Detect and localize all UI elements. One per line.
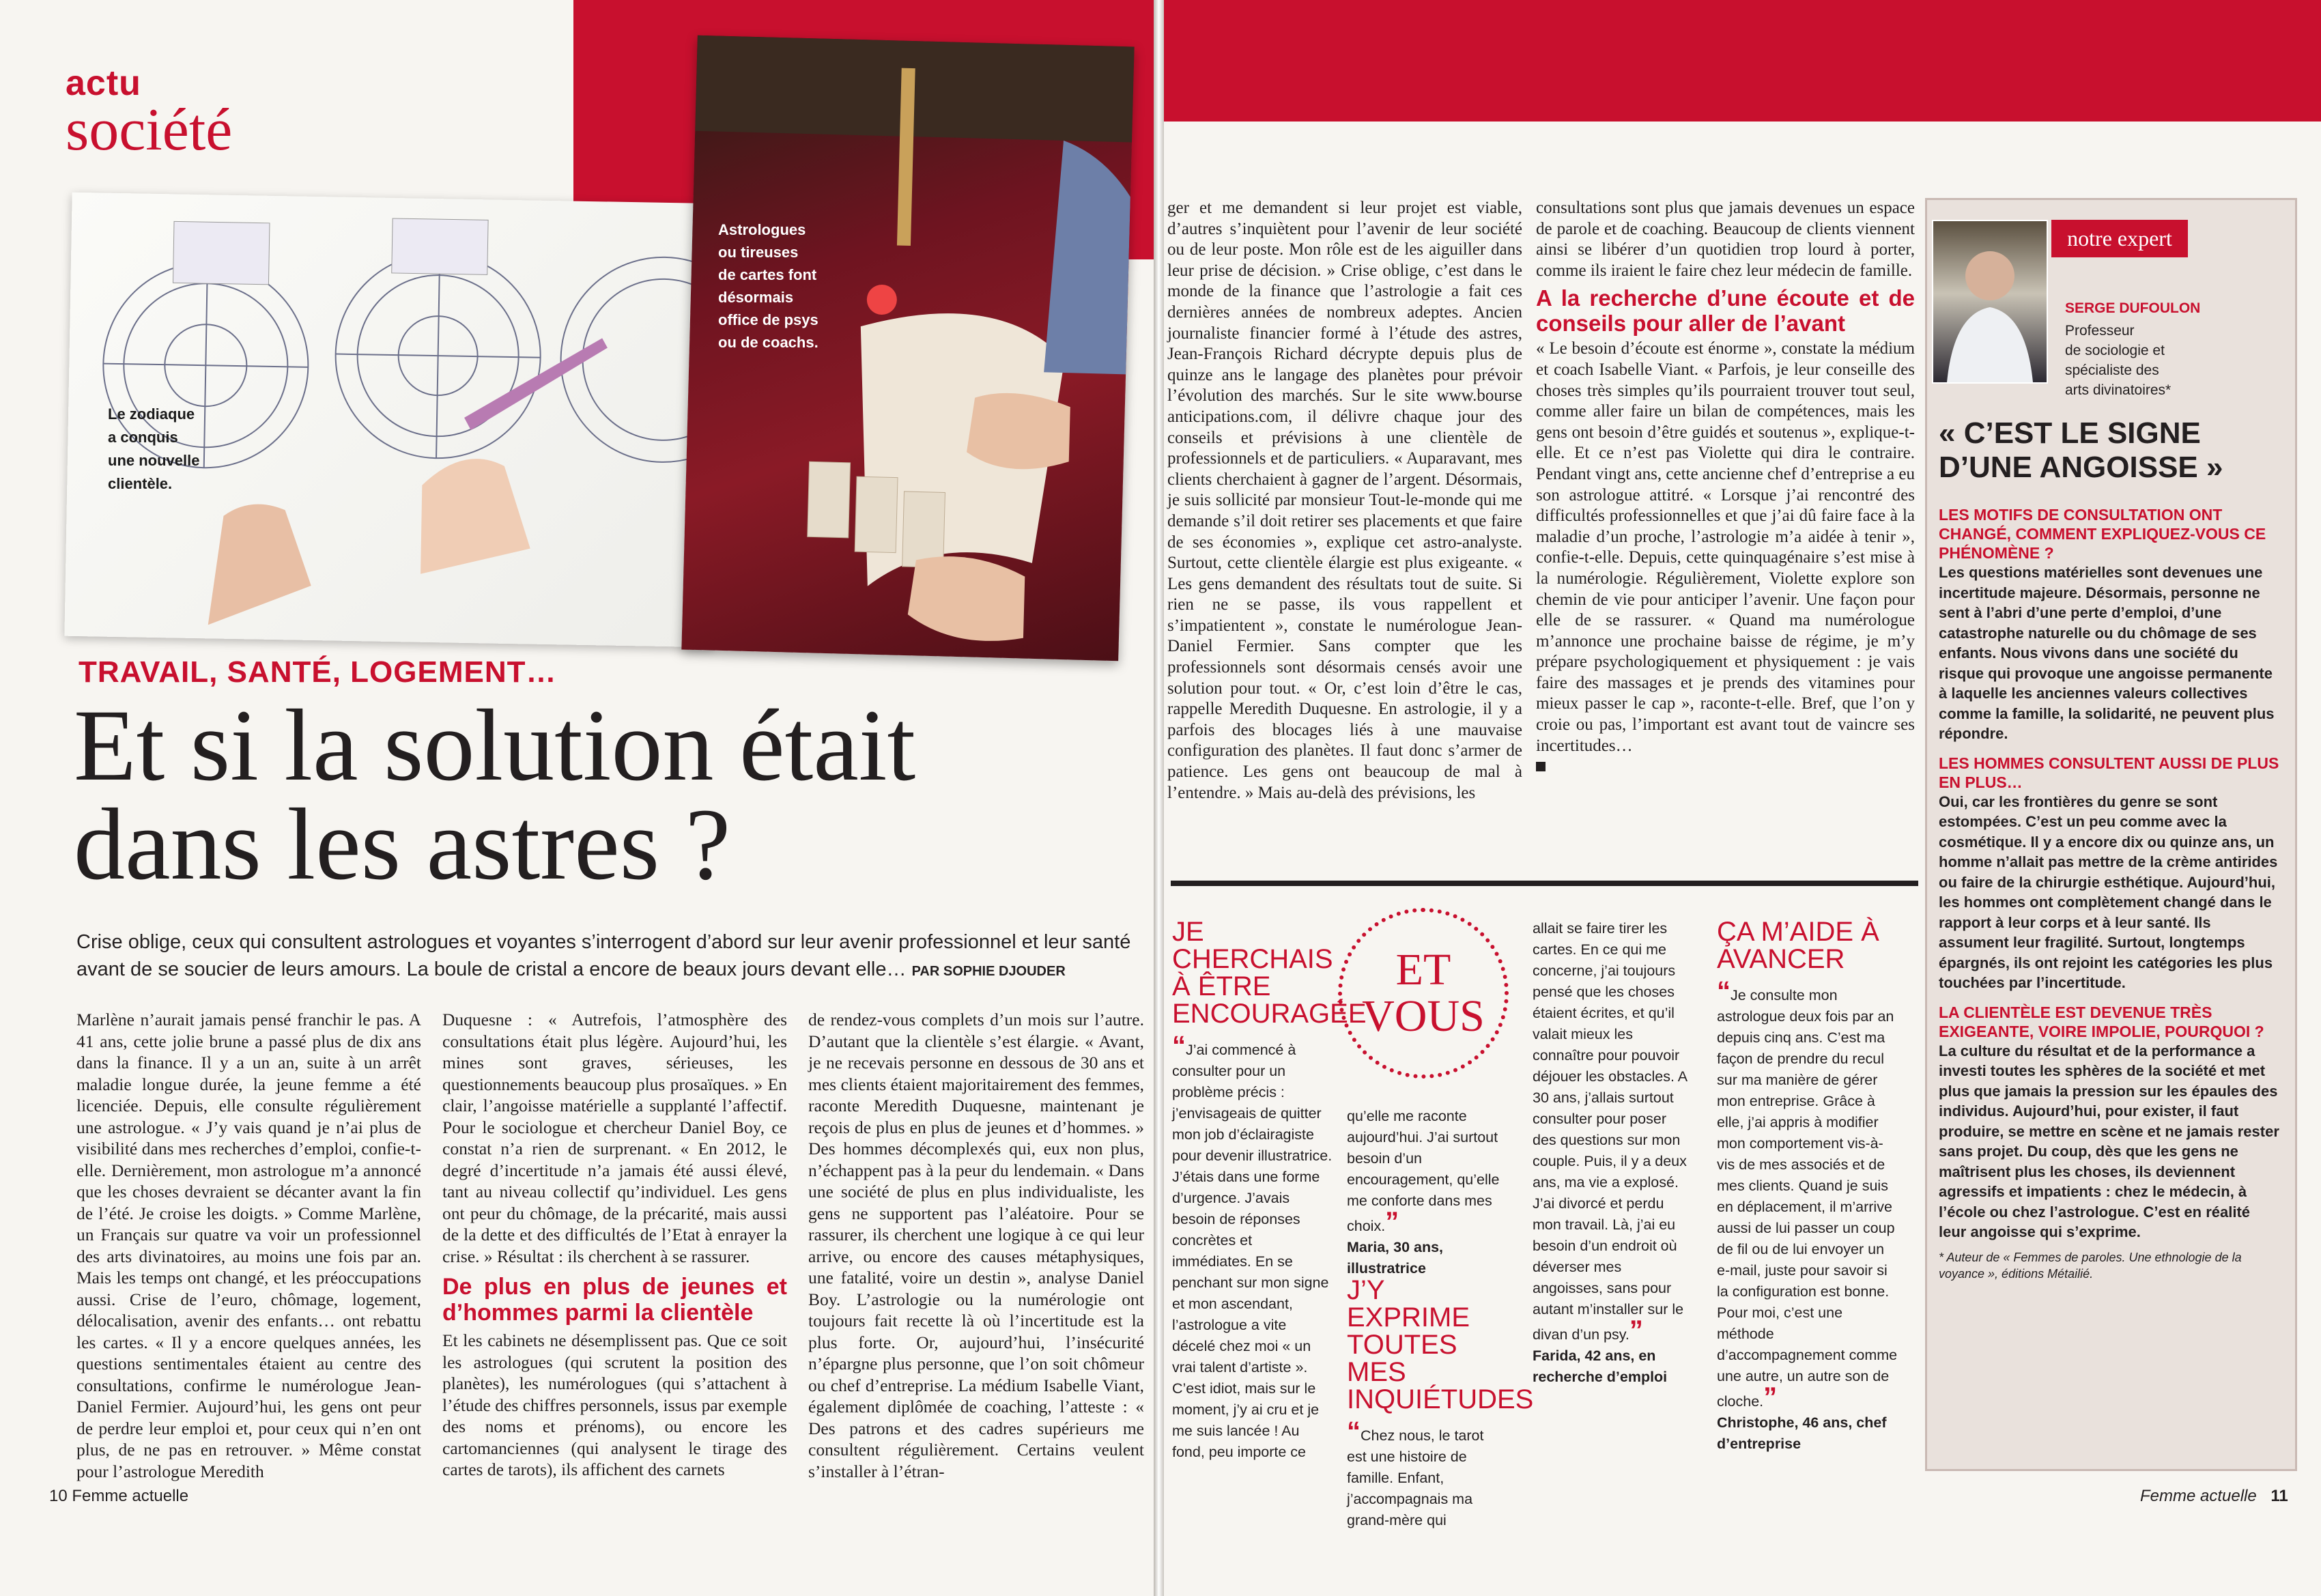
testimony-heading: JE CHERCHAIS À ÊTRE ENCOURAGÉE: [1172, 917, 1367, 1029]
expert-pull-quote: [1939, 416, 2294, 485]
photo-caption-tarot: [718, 218, 818, 354]
caption-line: office de psys: [718, 311, 818, 328]
caption-line: une nouvelle: [108, 452, 200, 469]
stamp-line-1: ET: [1395, 945, 1451, 995]
rubric-label: société: [66, 97, 233, 163]
right-page: [1164, 0, 2321, 1596]
testimony-text: Chez nous, le tarot est une histoire de famille. Enfant, j’accompagnais ma grand-mère qui: [1347, 1427, 1484, 1528]
subheading: A la recherche d’une écoute et de conseils pour aller de l’avant: [1536, 285, 1915, 337]
kicker: TRAVAIL, SANTÉ, LOGEMENT…: [79, 655, 557, 689]
paragraph: de rendez-vous complets d’un mois sur l’autre. D’autant que la clientèle s’est élargie. « Avant, je ne recevais personne en dessous de 30 ans et mes clients étaient majoritairement des femmes, raconte Meredith Duquesne, maintenant je reçois de plus en plus de jeunes et d’hommes. » Des hommes décomplexés qui, eux non plus, n’échappent pas à la peur du lendemain. « Dans une société de plus en plus individualiste, les gens ne supportent pas l’aléatoire. Pour se rassurer, ils cherchent une logique à ce qui leur arrive, ou encore des causes métaphysiques, une fatalité, voire un destin », analyse Daniel Boy. L’astrologie ou la numérologie ont toujours fait recette là où l’incertitude est la plus forte. Or, aujourd’hui, l’insécurité n’épargne plus personne, que l’on soit chômeur ou chef d’entreprise. La médium Isabelle Viant, également diplômée de coaching, l’atteste : « Des patrons et des cadres supérieurs me consultent régulièrement. Certains veulent s’installer à l’étran-: [808, 1010, 1144, 1481]
red-header-band: [1164, 0, 2321, 122]
byline: PAR SOPHIE DJOUDER: [911, 964, 1066, 979]
article-column-4: [1167, 198, 1522, 803]
expert-title-line: Professeur: [2065, 323, 2135, 339]
page-folio-right: [2140, 1487, 2288, 1506]
caption-line: ou tireuses: [718, 244, 799, 261]
standfirst: [76, 928, 1141, 985]
expert-title-line: spécialiste des: [2065, 362, 2159, 378]
article-column-5: [1536, 198, 1915, 778]
close-quote-icon: ”: [1763, 1382, 1778, 1412]
open-quote-icon: “: [1717, 976, 1731, 1006]
caption-line: Astrologues: [718, 221, 806, 238]
testimony-2-continued: [1533, 918, 1690, 1388]
et-vous-stamp: [1338, 908, 1509, 1079]
interview-answer: Oui, car les frontières du genre se sont estompées. C’est un peu comme avec la cosmétique. Il y a encore dix ou quinze ans, un homme n’allait pas mettre de la crème antirides ou faire de la chirurgie esthétique. Aujourd’hui, les hommes ont complètement changé dans le rapport à leur corps et à leur santé. Ils assument leur fragilité. Surtout, longtemps épargnés, ils ont rejoint les catégories les plus touchées par l’incertitude.: [1939, 793, 2278, 991]
paragraph: « Le besoin d’écoute est énorme », constate la médium et coach Isabelle Viant. « Parfois, je leur conseille des choses très simples qu’ils pourraient trouver tout seul, comme aller faire un bilan de compétences, mais les gens ont besoin d’être guidés et soutenus », explique-t-elle. Et ce n’est pas Violette qui dira le contraire. Pendant vingt ans, cette ancienne chef d’entreprise a eu son astrologue attitré. « Lorsque j’ai rencontré des difficultés professionnelles et que j’ai dû faire face à la maladie d’un proche, l’astrologie m’a aidée à tenir », confie-t-elle. Depuis, cette quinquagénaire s’est mise à la numérologie. Régulièrement, Violette explore son chemin de vie pour anticiper l’avenir. Une façon pour elle de se rassurer. « Quand ma numérologue m’annonce une prochaine baisse de régime, je m’y prépare psychologiquement et physiquement : je vais faire des massages et je prends des vitamines pour mieux passer le cap », raconte-t-elle. Bref, que l’on y croie ou pas, l’important est avant tout de vaincre ses incertitudes…: [1536, 339, 1915, 755]
paragraph: Marlène n’aurait jamais pensé franchir le pas. A 41 ans, cette jolie brune a passé plus de dix ans dans la finance. Il y a un an, suite à un arrêt maladie longue durée, la jeune femme a été licenciée. Depuis, elle consulte régulièrement une astrologue. « J’y vais quand je n’ai plus de visibilité dans mes recherches d’emploi, confie-t-elle. Dernièrement, mon astrologue m’a annoncé que les choses devraient se décanter avant la fin de l’été. Je croise les doigts. » Comme Marlène, un Français sur quatre va voir un professionnel des arts divinatoires, au moins une fois par an. Mais les temps ont changé, et les préoccupations aussi. Crise de l’euro, chômage, logement, délocalisation, avenir des enfants… ont rebattu les cartes. « Il y a encore quelques années, les questions sentimentales étaient au centre des consultations, confirme le numérologue Jean-Daniel Fermier. Aujourd’hui, les gens ont peur de perdre leur emploi et, pour ceux qui n’en ont plus, de ne pas en retrouver. » Même constat pour l’astrologue Meredith: [76, 1010, 421, 1481]
expert-title-line: arts divinatoires*: [2065, 382, 2172, 398]
testimony-text: allait se faire tirer les cartes. En ce qui me concerne, j’ai toujours pensé que les choses étaient écrites, et qu’il valait mieux les connaître pour pouvoir déjouer les obstacles. A 30 ans, j’allais surtout consulter pour poser des questions sur mon couple. Puis, il y a deux ans, ma vie a explosé. J’ai divorcé et perdu mon travail. Là, j’ai eu besoin d’un endroit où déverser mes angoisses, sans pour autant m’installer sur le divan d’un psy.: [1533, 920, 1687, 1343]
expert-title: [2065, 321, 2171, 400]
paragraph: Duquesne : « Autrefois, l’atmosphère des consultations était plus légère. Aujourd’hui, les mines sont graves, sérieuses, les questionnements beaucoup plus prosaïques. » En clair, l’angoisse matérielle a supplanté l’affectif. Pour le sociologue et chercheur Daniel Boy, ce constat n’a rien de surprenant. « En 2012, le degré d’incertitude n’a jamais été aussi élevé, tant au niveau collectif qu’individuel. Les gens ont peur du chômage, de la précarité, mais aussi de la dette et des difficultés de l’Etat à enrayer la crise. » Résultat : ils cherchent à se rassurer.: [442, 1010, 787, 1266]
interview-answer: Les questions matérielles sont devenues une incertitude majeure. Désormais, personne ne sent à l’abri d’une perte d’emploi, d’une catastrophe naturelle ou du chômage de ses enfants. Nous vivons dans une société du risque qui provoque une angoisse permanente à laquelle les anciennes valeurs collectives comme la famille, la solidarité, ne peuvent plus répondre.: [1939, 564, 2275, 742]
pull-quote-line: D’UNE ANGOISSE »: [1939, 451, 2223, 484]
testimony-signature: Maria, 30 ans, illustratrice: [1347, 1239, 1444, 1277]
testimony-heading: J’Y EXPRIME TOUTES MES INQUIÉTUDES: [1347, 1275, 1534, 1414]
caption-line: ou de coachs.: [718, 334, 818, 351]
testimony-1: [1172, 917, 1367, 1463]
publication-name: Femme actuelle: [2140, 1487, 2257, 1505]
testimony-1-continued: [1347, 1106, 1500, 1279]
testimony-signature: Farida, 42 ans, en recherche d’emploi: [1533, 1348, 1668, 1385]
expert-interview: [1939, 496, 2280, 1282]
testimony-text: qu’elle me raconte aujourd’hui. J’ai surtout besoin d’un encouragement, qu’elle me conforte dans mes choix.: [1347, 1108, 1500, 1234]
section-divider: [1171, 881, 1918, 886]
caption-line: a conquis: [108, 429, 178, 446]
caption-line: de cartes font: [718, 266, 817, 283]
article-column-1: [76, 1009, 421, 1482]
close-quote-icon: ”: [1385, 1207, 1399, 1237]
paragraph: consultations sont plus que jamais devenues un espace de parole et de coaching. Beaucoup de clients viennent ainsi se libérer d’un quotidien trop lourd à porter, comme ils iraient le faire chez leur médecin de famille.: [1536, 199, 1915, 280]
subheading: De plus en plus de jeunes et d’hommes parmi la clientèle: [442, 1274, 787, 1326]
testimony-3: [1717, 918, 1901, 1455]
footnote: * Auteur de « Femmes de paroles. Une ethnologie de la voyance », éditions Métailié.: [1939, 1250, 2242, 1281]
expert-label: notre expert: [2051, 220, 2188, 257]
page-folio-left: 10 Femme actuelle: [49, 1487, 189, 1505]
stamp-line-2: VOUS: [1362, 991, 1485, 1041]
testimony-signature: Christophe, 46 ans, chef d’entreprise: [1717, 1414, 1887, 1452]
testimony-text: J’ai commencé à consulter pour un problème précis : j’envisageais de quitter mon job d’éclairagiste pour devenir illustratrice. J’étais dans une forme d’urgence. J’avais besoin de réponses concrètes et immédiates. En se penchant sur mon signe et mon ascendant, l’astrologue a vite décelé chez moi « un vrai talent d’artiste ». C’est idiot, mais sur le moment, j’y ai cru et je me suis lancée ! Au fond, peu importe ce: [1172, 1042, 1333, 1460]
open-quote-icon: “: [1172, 1031, 1186, 1061]
testimony-2: [1347, 1275, 1534, 1531]
standfirst-text: Crise oblige, ceux qui consultent astrologues et voyantes s’interrogent d’abord sur leur avenir professionnel et leur santé avant de se soucier de leurs amours. La boule de cristal a encore de beaux jours devant elle…: [76, 931, 1131, 980]
section-label: actu: [66, 63, 141, 103]
testimony-text: Je consulte mon astrologue deux fois par an depuis cinq ans. C’est ma façon de prendre du recul sur ma manière de gérer mon entreprise. Grâce à elle, j’ai appris à modifier mon comportement vis-à-vis de mes associés et de mes clients. Quand je suis en déplacement, il m’arrive aussi de lui passer un coup de fil ou de lui envoyer un e-mail, juste pour savoir si la configuration est bonne. Pour moi, c’est une méthode d’accompagnement comme une autre, un autre son de cloche.: [1717, 987, 1898, 1410]
interview-answer: La culture du résultat et de la performance a investi toutes les sphères de la société et met plus que jamais la pression sur les épaules des individus. Aujourd’hui, pour exister, il faut produire, se mettre en scène et ne jamais rester sans projet. Du coup, dès que les gens ne maîtrisent plus les choses, ils deviennent agressifs et impatients : chez le médecin, à l’école ou chez l’astrologue. C’est en réalité leur angoisse qui s’exprime.: [1939, 1042, 2279, 1240]
interview-question: LES MOTIFS DE CONSULTATION ONT CHANGÉ, COMMENT EXPLIQUEZ-VOUS CE PHÉNOMÈNE ?: [1939, 506, 2266, 562]
expert-title-line: de sociologie et: [2065, 343, 2165, 358]
photo-caption-zodiac: [108, 403, 199, 496]
article-column-2: [442, 1009, 787, 1481]
headline: [74, 689, 1152, 901]
caption-line: Le zodiaque: [108, 405, 195, 423]
testimony-heading: ÇA M’AIDE À AVANCER: [1717, 917, 1879, 974]
interview-question: LES HOMMES CONSULTENT AUSSI DE PLUS EN PLUS…: [1939, 754, 2279, 791]
caption-line: clientèle.: [108, 475, 173, 492]
headline-line-1: Et si la solution était: [74, 689, 916, 802]
expert-name: SERGE DUFOULON: [2065, 300, 2201, 316]
interview-question: LA CLIENTÈLE EST DEVENUE TRÈS EXIGEANTE, VOIRE IMPOLIE, POURQUOI ?: [1939, 1003, 2264, 1040]
page-gutter: [1154, 0, 1164, 1596]
headline-line-2: dans les astres ?: [74, 788, 731, 901]
page-number: 11: [2270, 1487, 2288, 1505]
caption-line: désormais: [718, 289, 794, 306]
end-mark: [1536, 762, 1546, 771]
paragraph: Et les cabinets ne désemplissent pas. Que ce soit les astrologues (qui scrutent la position des planètes), les numérologues (qui s’attachent à l’étude des chiffres personnels, issus par exemple des noms et prénoms), ou encore les cartomanciennes (qui analysent le tirage des cartes de tarots), ils affichent des carnets: [442, 1330, 787, 1479]
expert-portrait: [1932, 220, 2048, 384]
pull-quote-line: « C’EST LE SIGNE: [1939, 416, 2201, 450]
close-quote-icon: ”: [1629, 1315, 1643, 1345]
left-page: [0, 0, 1154, 1596]
open-quote-icon: “: [1347, 1416, 1361, 1447]
paragraph: ger et me demandent si leur projet est viable, d’autres s’inquiètent pour l’avenir de leur société ou de leur poste. Mon rôle est de les aiguiller dans leur prise de décision. » Crise oblige, c’est dans le monde de la finance que l’astrologie a fait ces dernières années de nombreux adeptes. Ancien journaliste financier formé à l’étude des astres, Jean-François Richard décrypte depuis plus de quinze ans le langage des planètes pour prévoir l’évolution des marchés. Sur le site www.bourse anticipations.com, il délivre chaque jour des conseils et prévisions à une clientèle de professionnels et de particuliers. « Auparavant, mes clients cherchaient à gagner de l’argent. Désormais, je suis sollicité par monsieur Tout-le-monde qui me demande s’il doit retirer ses placements et que faire de ses économies », explique cet astro-analyste. Surtout, cette clientèle élargie est plus exigeante. « Les gens demandent des résultats tout de suite. Si rien ne se passe, ils vous rappellent et s’impatientent », constate le numérologue Jean-Daniel Fermier. Sans compter que les professionnels sont désormais censés avoir une solution pour tout. « Or, c’est loin d’être le cas, rappelle Meredith Duquesne. En astrologie, il y a parfois des blocages liés à une mauvaise configuration des planètes. Il faut donc s’armer de patience. Les gens ont beaucoup de mal à l’entendre. » Mais au-delà des prévisions, les: [1167, 199, 1522, 802]
article-column-3: [808, 1009, 1144, 1482]
